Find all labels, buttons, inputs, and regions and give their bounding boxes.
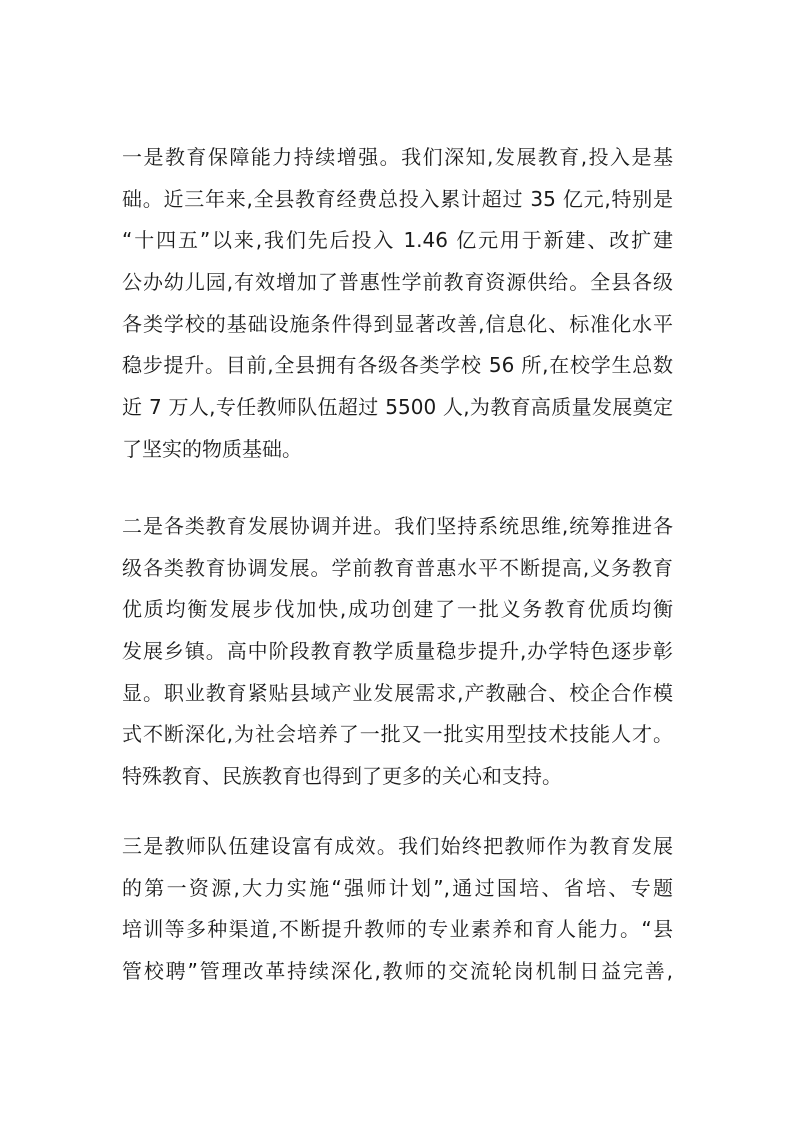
text-line: 近 7 万人,专任教师队伍超过 5500 人,为教育高质量发展奠定 [122,395,673,420]
text-line: 管校聘”管理改革持续深化,教师的交流轮岗机制日益完善, [122,959,673,984]
text-line: 各类学校的基础设施条件得到显著改善,信息化、标准化水平 [122,311,673,336]
paragraph-teacher-workforce [122,826,673,993]
text-line: 式不断深化,为社会培养了一批又一批实用型技术技能人才。 [122,722,673,747]
text-line: 发展乡镇。高中阶段教育教学质量稳步提升,办学特色逐步彰 [122,639,673,664]
text-line: 一是教育保障能力持续增强。我们深知,发展教育,投入是基 [122,145,673,169]
text-line: 级各类教育协调发展。学前教育普惠水平不断提高,义务教育 [122,555,673,580]
text-line: 培训等多种渠道,不断提升教师的专业素养和育人能力。“县 [122,917,673,942]
paragraph-coordinated-development [122,506,673,798]
text-line: 显。职业教育紧贴县域产业发展需求,产教融合、校企合作模 [122,680,673,705]
paragraph-education-guarantee [122,137,673,471]
text-line: 三是教师队伍建设富有成效。我们始终把教师作为教育发展 [122,834,673,858]
text-line: 优质均衡发展步伐加快,成功创建了一批义务教育优质均衡 [122,597,673,622]
text-line: 了坚实的物质基础。 [122,436,302,461]
text-line: 的第一资源,大力实施“强师计划”,通过国培、省培、专题 [122,875,673,900]
text-line: 二是各类教育发展协调并进。我们坚持系统思维,统筹推进各 [122,514,673,538]
text-line: “十四五”以来,我们先后投入 1.46 亿元用于新建、改扩建 [122,228,673,253]
text-line: 公办幼儿园,有效增加了普惠性学前教育资源供给。全县各级 [122,270,673,295]
text-line: 础。近三年来,全县教育经费总投入累计超过 35 亿元,特别是 [122,186,673,211]
text-line: 稳步提升。目前,全县拥有各级各类学校 56 所,在校学生总数 [122,353,673,378]
text-line: 特殊教育、民族教育也得到了更多的关心和支持。 [122,764,562,789]
